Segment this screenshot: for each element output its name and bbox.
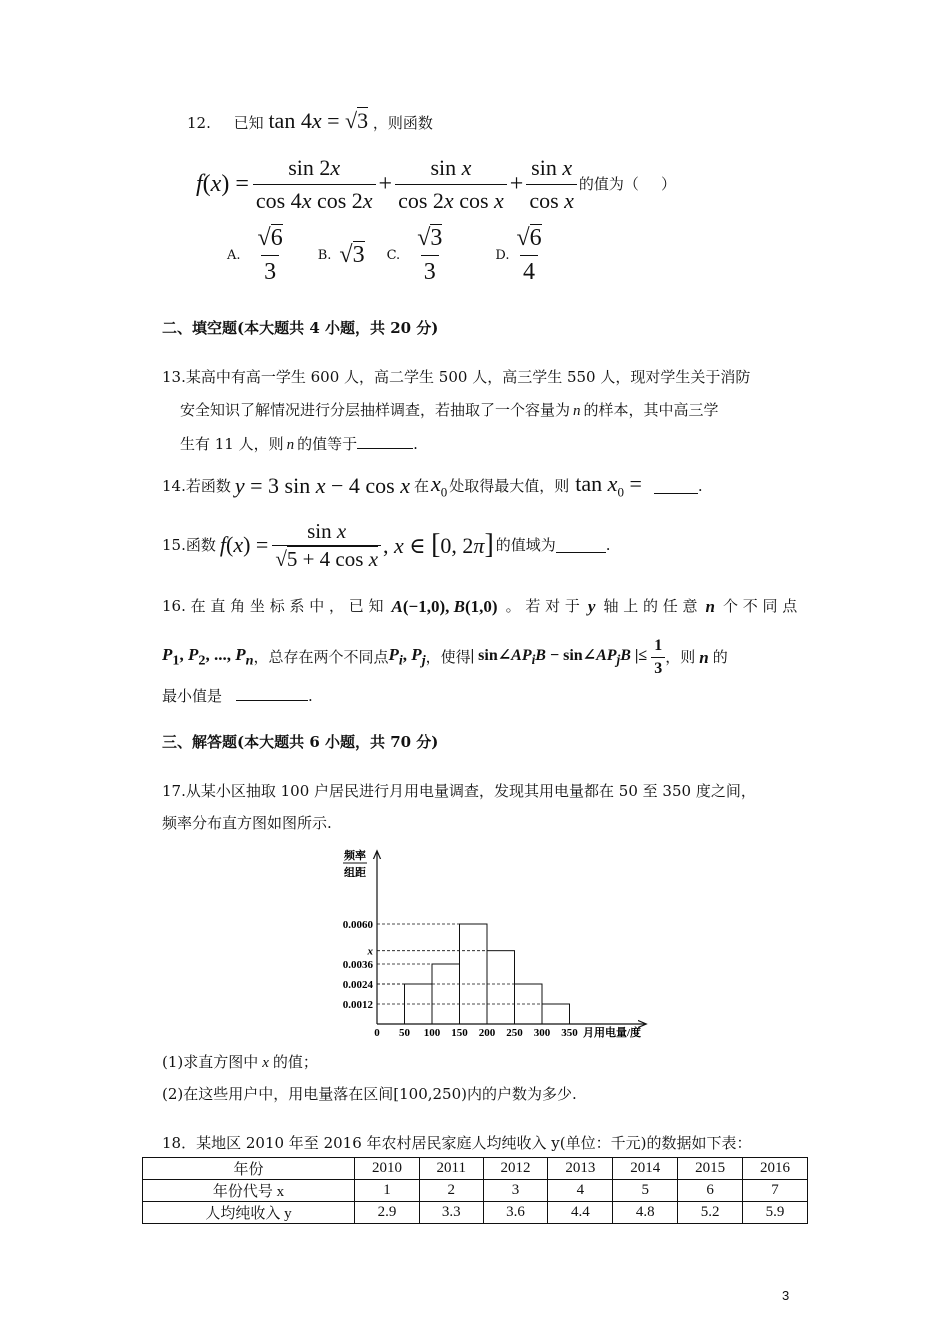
income-table: [142, 1157, 808, 1224]
y-axis-label-bottom: 组距: [344, 867, 366, 879]
x-tick-label: 300: [533, 1027, 551, 1039]
table-cell: 1: [355, 1180, 420, 1202]
y-tick-labels: [343, 919, 374, 1011]
table-header-cell: 2013: [548, 1158, 613, 1180]
q12-ask: 的值为（: [578, 175, 639, 193]
table-cell: 3: [483, 1180, 548, 1202]
q14-tan-x0: $\tan x_0$ =: [575, 471, 642, 500]
q13-line2: 安全知识了解情况进行分层抽样调查，若抽取了一个容量为 n 的样本，其中高三学: [180, 401, 719, 419]
table-header-cell: 年份: [143, 1158, 355, 1180]
q12-option-b: √3: [339, 241, 365, 268]
page-number: 3: [782, 1288, 790, 1303]
q12-function-expression: f ( x ) = $\frac{\sin 2x}{\text{cos 4x cos 2x}}$ + $\frac{\text{sin x}}{\text{cos 2x cos x}}$ + $\frac{\text{sin x}}{\text{cos x}}$ 的值为（ ）: [196, 155, 676, 213]
q14-x0: $x_0$: [431, 471, 448, 500]
q16-answer-blank[interactable]: [236, 686, 308, 701]
y-tick-label: 0.0036: [342, 959, 373, 971]
x-tick-label: 200: [478, 1027, 496, 1039]
q18-text: 18．某地区 2010 年至 2016 年农村居民家庭人均纯收入 y(单位：千元)的数据如下表：: [162, 1134, 752, 1152]
q16-one-third: $\frac{1}{3}$: [651, 638, 665, 677]
q16-points-ab: A(−1,0), B(1,0): [391, 596, 498, 616]
x-tick-label: 0: [374, 1027, 380, 1039]
x-axis-label: 月用电量/度: [583, 1027, 642, 1039]
q12-condition: tan 4x = √3: [268, 108, 369, 133]
table-cell: 4.4: [548, 1202, 613, 1224]
q12-option-d: $\frac{√6}{4}$: [516, 224, 542, 285]
q12-fraction-3: $\frac{\text{sin x}}{\text{cos x}}$: [526, 155, 577, 214]
section-2-title: 二、填空题(本大题共 4 小题，共 20 分): [162, 319, 439, 337]
table-header-cell: 2010: [355, 1158, 420, 1180]
table-cell: 年份代号 x: [143, 1180, 355, 1202]
y-tick-label: 0.0012: [342, 999, 373, 1011]
q12-fraction-1: $\frac{\sin 2x}{\text{cos 4x cos 2x}}$: [253, 155, 376, 214]
q12-option-a-label: A.: [227, 247, 241, 263]
x-tick-labels: [374, 1027, 578, 1039]
table-cell: 3.6: [483, 1202, 548, 1224]
q12-known-label: 已知: [233, 114, 264, 132]
table-row: [143, 1158, 808, 1180]
section-3-title: 三、解答题(本大题共 6 小题，共 70 分): [162, 733, 439, 751]
histogram-bar: [432, 964, 460, 1024]
x-tick-label: 100: [423, 1027, 441, 1039]
q12-option-c-label: C.: [386, 247, 401, 263]
x-tick-label: 150: [451, 1027, 468, 1039]
q15-answer-blank[interactable]: [556, 538, 606, 553]
histogram-bar: [542, 1004, 570, 1024]
table-cell: 6: [678, 1180, 743, 1202]
q15-fraction: $\frac{\text{sin x}}{\text{√5 + 4 cos x}}$: [272, 521, 381, 570]
x-tick-label: 350: [561, 1027, 578, 1039]
q12-option-a: $\frac{√6}{3}$: [257, 224, 283, 285]
table-header-cell: 2015: [678, 1158, 743, 1180]
y-tick-label: 0.0024: [342, 979, 373, 991]
q12-line1: [187, 110, 433, 132]
table-cell: 2.9: [355, 1202, 420, 1224]
table-row: [143, 1180, 808, 1202]
q16-line3: 最小值是 .: [162, 687, 313, 705]
x-tick-label: 250: [506, 1027, 523, 1039]
table-cell: 2: [419, 1180, 483, 1202]
table-cell: 人均纯收入 y: [143, 1202, 355, 1224]
table-cell: 5.9: [743, 1202, 808, 1224]
histogram-bar: [460, 924, 488, 1024]
table-cell: 4: [548, 1180, 613, 1202]
table-cell: 3.3: [419, 1202, 483, 1224]
histogram-bar: [487, 951, 515, 1024]
y-tick-label: 0.0060: [342, 919, 373, 931]
q16-points-ij: $P_i$, $P_j$: [388, 645, 426, 669]
q12-number: 12.: [187, 114, 211, 132]
q16-line1: 16. 在 直 角 坐 标 系 中 ， 已 知 A(−1,0), B(1,0) 。 若 对 于 y 轴 上 的 任 意 n 个 不 同 点: [162, 596, 798, 616]
q17-line2: 频率分布直方图如图所示.: [162, 814, 332, 832]
q12-options: [227, 222, 545, 288]
q16-points-list: $P_1$, $P_2$, ..., $P_n$: [162, 645, 254, 669]
y-axis-label-top: 频率: [344, 850, 366, 862]
q12-close-paren: ）: [660, 175, 676, 193]
table-header-cell: 2016: [743, 1158, 808, 1180]
table-row: [143, 1202, 808, 1224]
q14-line: 14.若函数 y = 3 sin x − 4 cos x 在 $x_0$ 处取得最大值，则 $\tan x_0$ = .: [162, 471, 703, 500]
q12-fraction-2: $\frac{\text{sin x}}{\text{cos 2x cos x}}$: [395, 155, 507, 214]
table-header-cell: 2012: [483, 1158, 548, 1180]
q13-answer-blank[interactable]: [357, 434, 413, 449]
x-tick-label: 50: [399, 1027, 410, 1039]
table-cell: 5: [613, 1180, 678, 1202]
q17-sub2: (2)在这些用户中，用电量落在区间[100,250)内的户数为多少.: [162, 1085, 577, 1103]
histogram-chart: [325, 842, 665, 1042]
table-header-cell: 2014: [613, 1158, 678, 1180]
q16-inequality: | $\sin\angle AP_iB$ − $\sin\angle AP_jB$ |≤: [470, 646, 648, 667]
q14-function: y = 3 sin x − 4 cos x: [234, 473, 410, 498]
q17-sub1: (1)求直方图中 x 的值；: [162, 1053, 318, 1071]
y-tick-label: x: [367, 945, 373, 958]
table-cell: 5.2: [678, 1202, 743, 1224]
q13-line3: 生有 11 人，则 n 的值等于 .: [180, 435, 418, 453]
q16-line2: $P_1$, $P_2$, ..., $P_n$ ，总存在两个不同点 $P_i$, $P_j$ ，使得 | $\sin\angle AP_iB$ − $\sin\angle AP_jB$ |≤ $\frac{1}{3}$ ，则 n 的: [162, 636, 728, 677]
q12-option-c: $\frac{√3}{3}$: [417, 224, 443, 285]
q13-line1: 13.某高中有高一学生 600 人，高二学生 500 人，高三学生 550 人，现对学生关于消防: [162, 368, 751, 386]
table-cell: 4.8: [613, 1202, 678, 1224]
q12-option-b-label: B.: [317, 247, 332, 263]
q17-line1: 17.从某小区抽取 100 户居民进行月用电量调查，发现其用电量都在 50 至 350 度之间，: [162, 782, 756, 800]
q12-then-func: ，则函数: [372, 114, 433, 132]
histogram-bars: [405, 924, 570, 1024]
q15-line: 15.函数 f ( x ) = $\frac{\text{sin x}}{\text{√5 + 4 cos x}}$ , x ∈ [0, 2π] 的值域为 .: [162, 518, 611, 571]
q14-answer-blank[interactable]: [654, 479, 698, 494]
q12-option-d-label: D.: [495, 247, 510, 263]
table-header-cell: 2011: [419, 1158, 483, 1180]
q15-domain: , x ∈ [0, 2π]: [383, 529, 494, 560]
table-cell: 7: [743, 1180, 808, 1202]
